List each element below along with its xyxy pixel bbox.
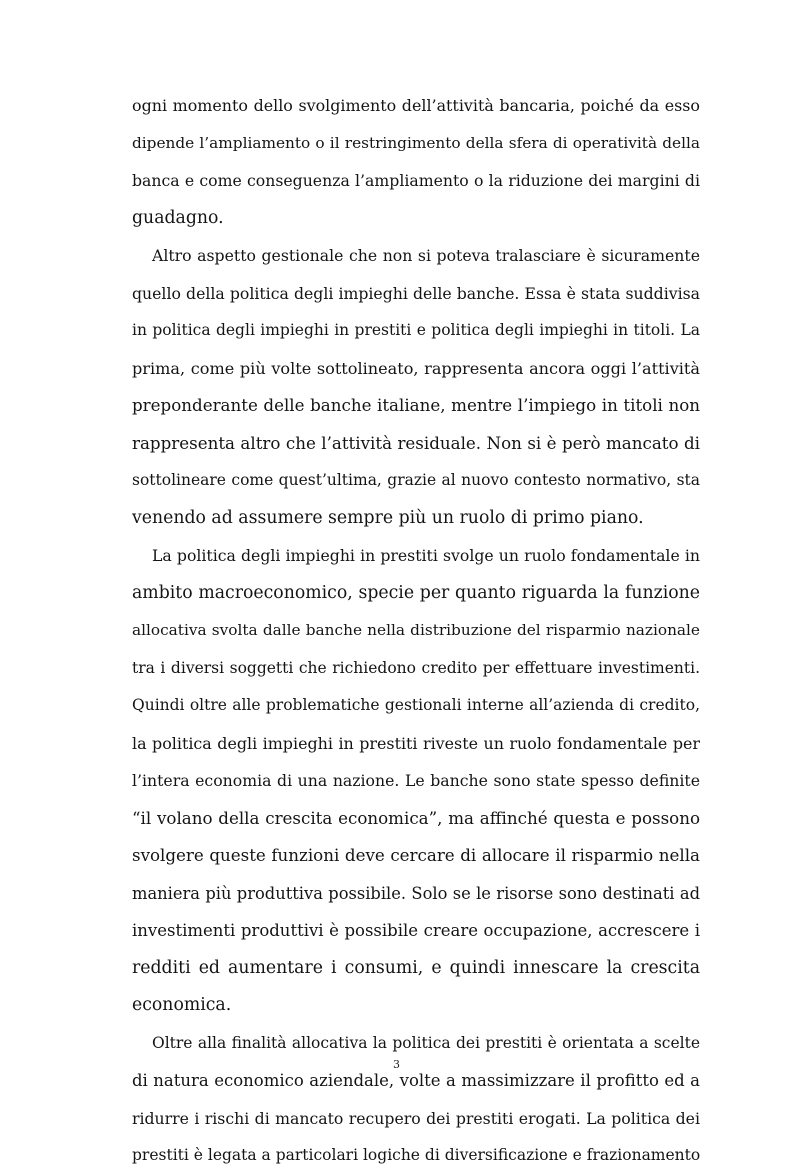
text-line: ridurre i rischi di mancato recupero dei prestiti erogati. La politica dei bbox=[132, 1108, 700, 1128]
text-line: Altro aspetto gestionale che non si poteva tralasciare è sicuramente bbox=[152, 246, 700, 265]
text-line: rappresenta altro che l’attività residuale. Non si è però mancato di bbox=[132, 432, 700, 453]
text-line: dipende l’ampliamento o il restringimento della sfera di operatività della bbox=[132, 133, 700, 152]
text-line: prima, come più volte sottolineato, rappresenta ancora oggi l’attività bbox=[132, 358, 700, 378]
text-line: maniera più produttiva possibile. Solo se le risorse sono destinati ad bbox=[132, 883, 700, 903]
text-line: investimenti produttivi è possibile creare occupazione, accrescere i bbox=[132, 921, 700, 940]
text-line: preponderante delle banche italiane, mentre l’impiego in titoli non bbox=[132, 395, 700, 415]
text-line: ogni momento dello svolgimento dell’attività bancaria, poiché da esso bbox=[132, 96, 700, 115]
text-line: Quindi oltre alle problematiche gestionali interne all’azienda di credito, bbox=[132, 696, 700, 714]
paragraph bbox=[132, 537, 700, 1025]
text-line: “il volano della crescita economica”, ma affinché questa e possono bbox=[132, 807, 700, 828]
text-line: redditi ed aumentare i consumi, e quindi innescare la crescita bbox=[132, 957, 700, 978]
text-line: La politica degli impieghi in prestiti svolge un ruolo fondamentale in bbox=[152, 546, 700, 565]
text-line: quello della politica degli impieghi delle banche. Essa è stata suddivisa bbox=[132, 283, 700, 303]
paragraph bbox=[132, 237, 700, 537]
text-line: Oltre alla finalità allocativa la politica dei prestiti è orientata a scelte bbox=[152, 1033, 700, 1052]
text-line: in politica degli impieghi in prestiti e politica degli impieghi in titoli. La bbox=[132, 321, 700, 339]
text-line: prestiti è legata a particolari logiche di diversificazione e frazionamento bbox=[132, 1146, 701, 1164]
text-line: banca e come conseguenza l’ampliamento o la riduzione dei margini di bbox=[132, 171, 700, 190]
page-number: 3 bbox=[393, 1058, 400, 1071]
text-line: svolgere queste funzioni deve cercare di allocare il risparmio nella bbox=[132, 845, 700, 865]
text-line: ambito macroeconomico, specie per quanto riguarda la funzione bbox=[132, 582, 700, 603]
paragraph bbox=[132, 1025, 700, 1175]
text-line: sottolineare come quest’ultima, grazie al nuovo contesto normativo, sta bbox=[132, 471, 700, 489]
text-line: la politica degli impieghi in prestiti riveste un ruolo fondamentale per bbox=[132, 733, 700, 753]
text-line: venendo ad assumere sempre più un ruolo di primo piano. bbox=[132, 507, 644, 528]
text-line: di natura economico aziendale, volte a massimizzare il profitto ed a bbox=[132, 1071, 700, 1090]
text-line: l’intera economia di una nazione. Le banche sono state spesso definite bbox=[132, 771, 700, 790]
paragraph bbox=[132, 87, 700, 237]
text-line: economica. bbox=[132, 995, 232, 1015]
text-line: allocativa svolta dalle banche nella distribuzione del risparmio nazionale bbox=[132, 621, 700, 639]
text-line: guadagno. bbox=[132, 207, 224, 228]
text-line: tra i diversi soggetti che richiedono credito per effettuare investimenti. bbox=[132, 658, 700, 677]
page-body bbox=[132, 87, 700, 1175]
